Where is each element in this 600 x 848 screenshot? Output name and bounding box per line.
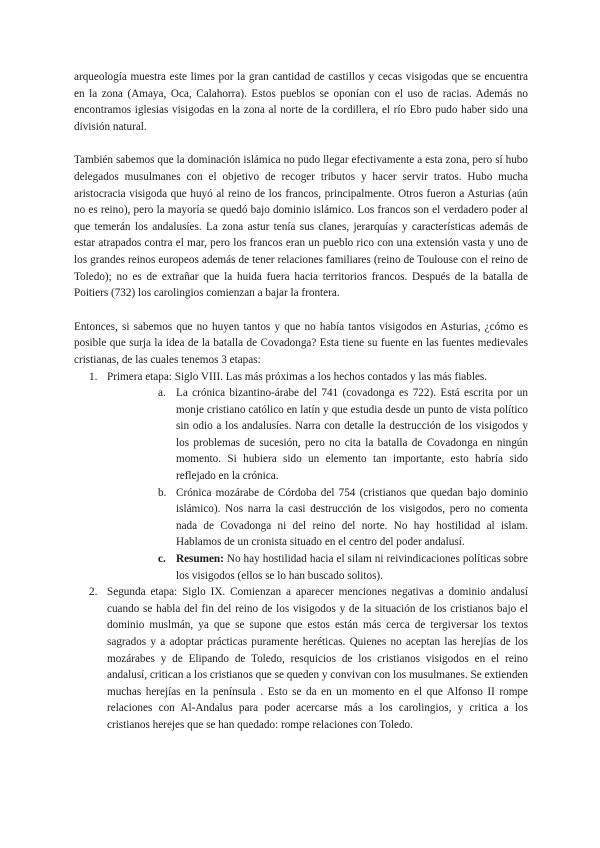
paragraph-limes: arqueología muestra este limes por la gran cantidad de castillos y cecas visigodas que se encuentra en la zona (Amaya, Oca, Calahorra). Estos pueblos se oponían con el uso de racias. Además no encontramos iglesias visigodas en la zona al norte de la cordillera, el río Ebro pudo haber sido una división natural. — [74, 71, 528, 133]
stage-1-sublist — [107, 385, 528, 584]
stages-list — [74, 369, 528, 734]
stage-2-text: Segunda etapa: Siglo IX. Comienzan a aparecer menciones negativas a dominio andalusí cuando se habla del fin del reino de los visigodos y de la situación de los cristianos bajo el dominio muslmán, ya que se supone que estos están más cerca de tergiversar los textos sagrados y a adoptar prácticas puramente heréticas. Quienes no aceptan las herejías de los mozárabes y de Elipando de Toledo, resquicios de los cristianos visigodos en el reino andalusí, critican a los cristianos que se queden y convivan con los musulmanes. Se extienden muchas herejías en la península . Esto se da en un momento en el que Alfonso II rompe relaciones con Al-Andalus para poder acercarse más a los carolingios, y critica a los cristianos herejes que se han quedado: rompe relaciones con Toledo. — [107, 586, 528, 731]
list-item-stage-1 — [74, 369, 528, 585]
sublist-marker: a. — [158, 387, 166, 400]
sublist-item-c — [107, 551, 528, 584]
sublist-item-a — [107, 385, 528, 485]
paragraph-dominacion-islamica: También sabemos que la dominación islámica no pudo llegar efectivamente a esta zona, pero sí hubo delegados musulmanes con el objetivo de recoger tributos y hacer servir tratos. Hubo mucha aristocracia visigoda que huyó al reino de los francos, principalmente. Otros fueron a Asturias (aún no es reino), pero la mayoría se quedó bajo dominio islámico. Los francos son el verdadero poder al que temerán los andalusíes. La zona astur tenía sus clanes, jerarquías y características además de estar atrapados contra el mar, pero los francos eran un pueblo rico con una extensión vasta y uno de los grandes reinos europeos además de tener relaciones familiares (reino de Toulouse con el reino de Toledo); no es de extrañar que la huida fuera hacia territorios francos. Después de la batalla de Poitiers (732) los carolingios comienzan a bajar la frontera. — [74, 154, 528, 300]
paragraph-covadonga-question: Entonces, si sabemos que no huyen tantos y que no había tantos visigodos en Asturias, ¿cómo es posible que surja la idea de la batalla de Covadonga? Esta tiene su fuente en las fuentes medievales cristianas, de las cuales tenemos 3 etapas: — [74, 320, 528, 366]
sublist-marker: b. — [158, 486, 167, 499]
stage-1-text: Primera etapa: Siglo VIII. Las más próximas a los hechos contados y las más fiables. — [107, 370, 488, 383]
list-marker: 1. — [89, 370, 98, 383]
list-item-stage-2 — [74, 584, 528, 733]
sublist-item-a-text: La crónica bizantino-árabe del 741 (covadonga es 722). Está escrita por un monje cristiano católico en latín y que estudia desde un punto de vista político sin odio a los andalusíes. Narra con detalle la destrucción de los visigodos y los problemas de sucesión, pero no cita la batalla de Covadonga en ningún momento. Si hubiera sido un elemento tan importante, esto habría sido reflejado en la crónica. — [176, 387, 528, 483]
paragraph-gap — [74, 135, 528, 152]
sublist-item-b — [107, 485, 528, 551]
summary-label: Resumen: — [176, 553, 224, 566]
sublist-item-b-text: Crónica mozárabe de Córdoba del 754 (cristianos que quedan bajo dominio islámico). Nos narra la casi destrucción de los visigodos, pero no comenta nada de Covadonga ni del reino del norte. No hay hostilidad al islam. Hablamos de un cronista situado en el centro del poder andalusí. — [176, 486, 528, 549]
sublist-marker: c. — [158, 553, 166, 566]
paragraph-gap — [74, 302, 528, 319]
sublist-item-c-text: No hay hostilidad hacia el silam ni reivindicaciones políticas sobre los visigodos (ellos se lo han buscado solitos). — [176, 553, 528, 582]
list-marker: 2. — [89, 586, 98, 599]
